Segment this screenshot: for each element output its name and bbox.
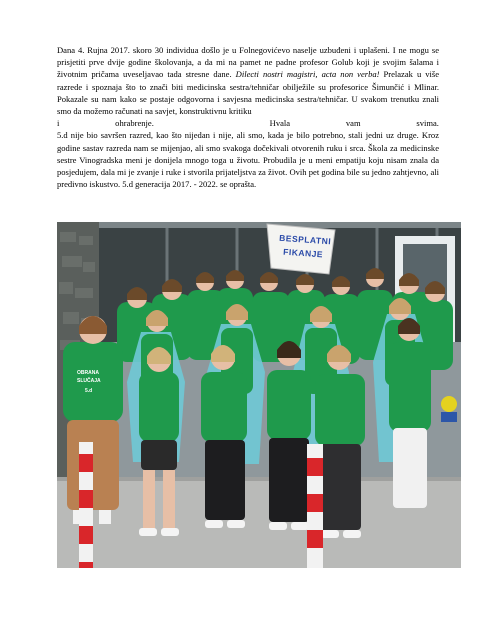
- sign-text-line1: BESPLATNI: [278, 232, 332, 247]
- latin-quote: Dilecti nostri magistri, acta non verba!: [235, 69, 380, 80]
- shirt-label-2: SLUČAJA: [77, 378, 101, 384]
- paragraph-text-part1: Dana 4. Rujna 2017. skoro 30 individua došlo je u Folnegovićevo naselje uzbuđeni i uplašeni. I ne mogu se prisjetiti prve dvije godine školovanja, a da mi na pamet ne padne profesor Golub koji je svojim šalama i životnim pričama uveseljavao tada stresne dane.: [57, 45, 439, 80]
- thanks-word-ohrabrenje: ohrabrenje.: [115, 118, 154, 129]
- thanks-word-hvala: Hvala: [269, 118, 291, 129]
- bollard-left: [79, 442, 93, 568]
- cardboard-sign: [267, 224, 335, 274]
- thanks-word-svima: svima.: [416, 118, 439, 129]
- paragraph-text-part3: 5.d nije bio savršen razred, kao što nijedan i nije, ali smo, kada je bilo potrebno, stali jedni uz druge. Kroz godine sastav razreda nam se mijenjao, ali smo svakoga dočekivali otvorenih ruku i srca. Škola za medicinske sestre Vinogradska meni je donijela mnogo toga u životu. Probudila je u meni empatiju koju nisam znala da posjedujem, dala mi je zvanje i ruke i stvorila prijateljstva za život. Ovih pet godina bile su jedno zahtjevno, ali predivno iskustvo. 5.d generacija 2017. - 2022. se oprašta.: [57, 130, 439, 190]
- thanks-line: [57, 117, 439, 129]
- bollard-right: [307, 444, 323, 568]
- paragraph-text-part2: Prelazak u više razrede i spoznaja što to znači biti medicinska sestra/tehničar obilježile su profesorice Šimunčić i Mlinar. Pokazale su nam kako se postaje odgovorna i savjesna medicinska sestra/tehničar. U svakom trenutku znali smo da možemo računati na savjet, konstruktivnu kritiku: [57, 69, 440, 117]
- body-paragraph: [57, 44, 439, 190]
- class-group-photo: [57, 222, 461, 568]
- shirt-label-1: OBRANA: [77, 370, 99, 376]
- shirt-label-3: 5.d: [85, 388, 93, 394]
- thanks-word-i: i: [57, 118, 60, 129]
- thanks-word-vam: vam: [345, 118, 361, 129]
- sign-text-line2: FIKANJE: [282, 246, 324, 260]
